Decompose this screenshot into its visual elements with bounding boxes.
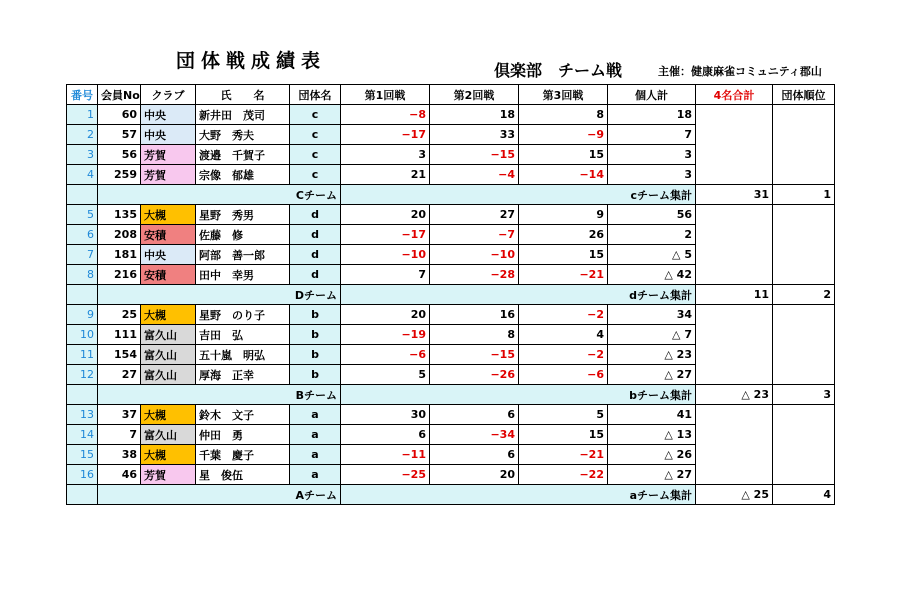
team-rank-empty [773,405,835,485]
column-header: 第1回戦 [341,85,430,105]
player-name: 星野 秀男 [196,205,290,225]
team-code: c [290,105,341,125]
club-name: 大槻 [141,205,196,225]
round-2-score: 8 [430,325,519,345]
member-number: 154 [98,345,141,365]
round-2-score: 33 [430,125,519,145]
personal-total: 2 [608,225,696,245]
team-label: Bチーム [98,385,341,405]
personal-total: △ 27 [608,465,696,485]
row-number: 8 [67,265,98,285]
page-title: 団体戦成績表 [176,50,327,72]
team-summary-row [67,385,835,405]
team-summary-label: aチーム集計 [341,485,696,505]
round-3-score: −21 [519,445,608,465]
round-1-score: 6 [341,425,430,445]
member-number: 259 [98,165,141,185]
player-name: 星 俊伍 [196,465,290,485]
row-number: 14 [67,425,98,445]
player-name: 佐藤 修 [196,225,290,245]
team-code: d [290,265,341,285]
round-3-score: 26 [519,225,608,245]
team-code: b [290,305,341,325]
personal-total: 3 [608,165,696,185]
table-row [67,205,835,225]
four-total-empty [696,405,773,485]
column-header: 団体名 [290,85,341,105]
team-label: Cチーム [98,185,341,205]
table-body [67,105,835,505]
club-name: 芳賀 [141,145,196,165]
player-name: 千葉 慶子 [196,445,290,465]
round-2-score: −15 [430,145,519,165]
round-2-score: −34 [430,425,519,445]
personal-total: 56 [608,205,696,225]
round-1-score: −17 [341,225,430,245]
organizer-label: 主催：健康麻雀コミュニティ郡山 [658,65,822,78]
member-number: 7 [98,425,141,445]
team-rank: 3 [773,385,835,405]
table-row [67,105,835,125]
team-summary-row [67,285,835,305]
column-header: 団体順位 [773,85,835,105]
team-label: Aチーム [98,485,341,505]
personal-total: △ 5 [608,245,696,265]
member-number: 27 [98,365,141,385]
team-code: b [290,365,341,385]
club-name: 富久山 [141,345,196,365]
team-summary-label: bチーム集計 [341,385,696,405]
team-code: b [290,345,341,365]
round-2-score: −10 [430,245,519,265]
summary-empty [67,485,98,505]
club-name: 富久山 [141,325,196,345]
player-name: 宗像 郁雄 [196,165,290,185]
round-3-score: 15 [519,425,608,445]
member-number: 181 [98,245,141,265]
club-name: 中央 [141,245,196,265]
club-name: 富久山 [141,365,196,385]
round-1-score: 3 [341,145,430,165]
team-summary-label: cチーム集計 [341,185,696,205]
round-1-score: −11 [341,445,430,465]
round-3-score: −14 [519,165,608,185]
round-1-score: 20 [341,205,430,225]
club-name: 芳賀 [141,165,196,185]
round-2-score: 16 [430,305,519,325]
four-total-empty [696,205,773,285]
team-code: d [290,205,341,225]
personal-total: 18 [608,105,696,125]
round-1-score: 5 [341,365,430,385]
member-number: 46 [98,465,141,485]
round-3-score: −6 [519,365,608,385]
round-3-score: −2 [519,305,608,325]
round-3-score: 8 [519,105,608,125]
summary-empty [67,285,98,305]
team-code: b [290,325,341,345]
player-name: 仲田 勇 [196,425,290,445]
team-summary-row [67,185,835,205]
club-name: 中央 [141,105,196,125]
personal-total: 34 [608,305,696,325]
round-3-score: −22 [519,465,608,485]
personal-total: △ 42 [608,265,696,285]
member-number: 135 [98,205,141,225]
round-3-score: 9 [519,205,608,225]
player-name: 田中 幸男 [196,265,290,285]
player-name: 星野 のり子 [196,305,290,325]
round-3-score: −2 [519,345,608,365]
round-1-score: 21 [341,165,430,185]
round-3-score: −9 [519,125,608,145]
round-2-score: 18 [430,105,519,125]
row-number: 11 [67,345,98,365]
round-2-score: 6 [430,405,519,425]
row-number: 1 [67,105,98,125]
round-1-score: −6 [341,345,430,365]
row-number: 10 [67,325,98,345]
team-code: a [290,465,341,485]
row-number: 13 [67,405,98,425]
team-rank: 4 [773,485,835,505]
summary-empty [67,385,98,405]
round-1-score: 20 [341,305,430,325]
round-1-score: −19 [341,325,430,345]
row-number: 16 [67,465,98,485]
row-number: 5 [67,205,98,225]
personal-total: 41 [608,405,696,425]
team-rank-empty [773,105,835,185]
table-row [67,405,835,425]
personal-total: 3 [608,145,696,165]
table-row [67,305,835,325]
player-name: 厚海 正幸 [196,365,290,385]
player-name: 新井田 茂司 [196,105,290,125]
column-header: クラブ [141,85,196,105]
member-number: 216 [98,265,141,285]
player-name: 鈴木 文子 [196,405,290,425]
round-1-score: −8 [341,105,430,125]
member-number: 38 [98,445,141,465]
row-number: 2 [67,125,98,145]
column-header: 第3回戦 [519,85,608,105]
round-3-score: 15 [519,145,608,165]
member-number: 25 [98,305,141,325]
team-summary-row [67,485,835,505]
club-name: 安積 [141,265,196,285]
column-header: 個人計 [608,85,696,105]
team-label: Dチーム [98,285,341,305]
round-1-score: 7 [341,265,430,285]
club-name: 富久山 [141,425,196,445]
row-number: 9 [67,305,98,325]
round-3-score: 5 [519,405,608,425]
column-header: 番号 [67,85,98,105]
four-member-total: △ 23 [696,385,773,405]
team-rank: 1 [773,185,835,205]
player-name: 大野 秀夫 [196,125,290,145]
member-number: 37 [98,405,141,425]
four-member-total: 31 [696,185,773,205]
round-2-score: −28 [430,265,519,285]
team-code: a [290,425,341,445]
club-name: 安積 [141,225,196,245]
round-1-score: −17 [341,125,430,145]
round-2-score: 27 [430,205,519,225]
member-number: 111 [98,325,141,345]
club-name: 大槻 [141,405,196,425]
results-table [66,84,835,505]
header-row [67,85,835,105]
row-number: 15 [67,445,98,465]
personal-total: △ 27 [608,365,696,385]
round-1-score: −25 [341,465,430,485]
team-code: c [290,145,341,165]
four-total-empty [696,305,773,385]
member-number: 57 [98,125,141,145]
player-name: 阿部 善一郎 [196,245,290,265]
player-name: 渡邉 千賀子 [196,145,290,165]
row-number: 6 [67,225,98,245]
column-header: 第2回戦 [430,85,519,105]
team-rank-empty [773,205,835,285]
club-name: 中央 [141,125,196,145]
four-member-total: 11 [696,285,773,305]
row-number: 4 [67,165,98,185]
column-header: 氏 名 [196,85,290,105]
summary-empty [67,185,98,205]
team-code: d [290,225,341,245]
round-1-score: −10 [341,245,430,265]
member-number: 208 [98,225,141,245]
row-number: 12 [67,365,98,385]
round-2-score: 20 [430,465,519,485]
round-2-score: −26 [430,365,519,385]
round-2-score: −7 [430,225,519,245]
personal-total: △ 13 [608,425,696,445]
team-code: a [290,445,341,465]
team-code: c [290,165,341,185]
four-total-empty [696,105,773,185]
page-subtitle: 倶楽部 チーム戦 [494,61,623,80]
team-code: d [290,245,341,265]
club-name: 芳賀 [141,465,196,485]
four-member-total: △ 25 [696,485,773,505]
row-number: 3 [67,145,98,165]
personal-total: △ 26 [608,445,696,465]
team-rank-empty [773,305,835,385]
team-summary-label: dチーム集計 [341,285,696,305]
personal-total: △ 23 [608,345,696,365]
team-rank: 2 [773,285,835,305]
player-name: 五十嵐 明弘 [196,345,290,365]
member-number: 60 [98,105,141,125]
team-code: a [290,405,341,425]
member-number: 56 [98,145,141,165]
club-name: 大槻 [141,445,196,465]
club-name: 大槻 [141,305,196,325]
round-2-score: −15 [430,345,519,365]
column-header: 会員No [98,85,141,105]
team-code: c [290,125,341,145]
round-3-score: 4 [519,325,608,345]
personal-total: 7 [608,125,696,145]
column-header: 4名合計 [696,85,773,105]
player-name: 吉田 弘 [196,325,290,345]
row-number: 7 [67,245,98,265]
round-2-score: 6 [430,445,519,465]
round-3-score: 15 [519,245,608,265]
personal-total: △ 7 [608,325,696,345]
round-1-score: 30 [341,405,430,425]
round-2-score: −4 [430,165,519,185]
round-3-score: −21 [519,265,608,285]
